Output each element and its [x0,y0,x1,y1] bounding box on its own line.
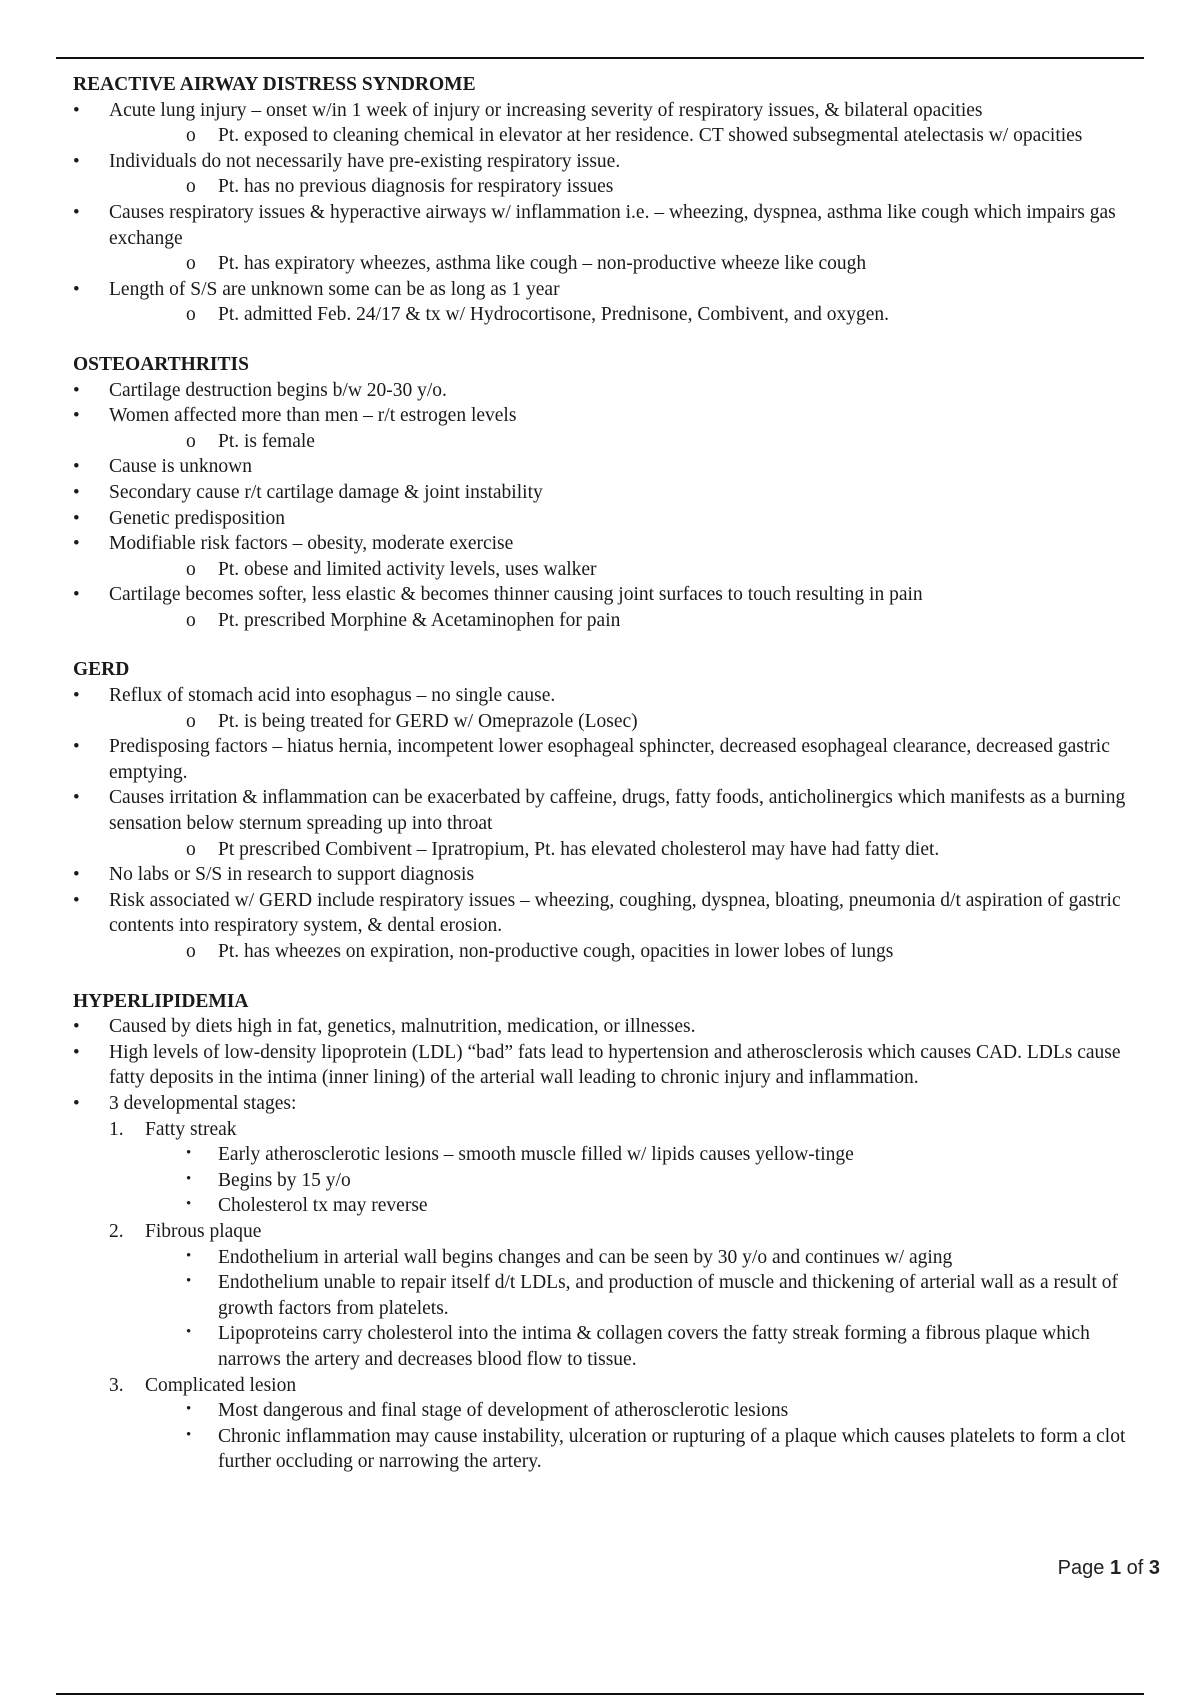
sub-item: o Pt. has wheezes on expiration, non-productive cough, opacities in lower lobes of lungs [109,939,1153,965]
sub-item: o Pt. is being treated for GERD w/ Omeprazole (Losec) [109,709,1153,735]
sub-list [109,557,1153,583]
stage-points [109,1142,1153,1219]
sub-item: o Pt. has no previous diagnosis for respiratory issues [109,174,1153,200]
bullet-item: • High levels of low-density lipoprotein (LDL) “bad” fats lead to hypertension and atherosclerosis which causes CAD. LDLs cause fatty deposits in the intima (inner lining) of the arterial wall leading to chronic injury and inflammation. [73,1040,1153,1091]
bullet-item: • Acute lung injury – onset w/in 1 week of injury or increasing severity of respiratory issues, & bilateral opacities o Pt. exposed to cleaning chemical in elevator at her residence. CT showed subsegmental atelectasis w/ opacities [73,98,1153,149]
section-hyperlipidemia [73,989,1153,1475]
bullet-item: • Causes respiratory issues & hyperactive airways w/ inflammation i.e. – wheezing, dyspnea, asthma like cough which impairs gas exchange o Pt. has expiratory wheezes, asthma like cough – non-productive wheeze like cough [73,200,1153,277]
stage-number: 3. [109,1374,124,1396]
bullet-item: • Cause is unknown [73,454,1153,480]
stage-point: • Cholesterol tx may reverse [109,1193,1153,1219]
bullet-list [73,378,1153,634]
sub-item: o Pt. has expiratory wheezes, asthma like cough – non-productive wheeze like cough [109,251,1153,277]
stage-list [73,1117,1153,1475]
stage-number: 1. [109,1118,124,1140]
stage-title: Fibrous plaque [145,1220,262,1242]
total-pages: 3 [1148,1557,1160,1579]
bullet-item: • Secondary cause r/t cartilage damage & joint instability [73,480,1153,506]
stage-item [109,1117,1153,1219]
stage-point: • Early atherosclerotic lesions – smooth muscle filled w/ lipids causes yellow-tinge [109,1142,1153,1168]
stage-title: Fatty streak [145,1118,237,1140]
bullet-item: • Caused by diets high in fat, genetics, malnutrition, medication, or illnesses. [73,1014,1153,1040]
stage-point: • Endothelium in arterial wall begins changes and can be seen by 30 y/o and continues w/ aging [109,1245,1153,1271]
stage-title: Complicated lesion [145,1374,297,1396]
sub-item: o Pt. exposed to cleaning chemical in elevator at her residence. CT showed subsegmental atelectasis w/ opacities [109,123,1153,149]
section-gerd [73,657,1153,964]
sub-item: o Pt prescribed Combivent – Ipratropium, Pt. has elevated cholesterol may have had fatty diet. [109,837,1153,863]
stage-point: • Chronic inflammation may cause instability, ulceration or rupturing of a plaque which causes platelets to form a clot further occluding or narrowing the artery. [109,1424,1153,1475]
sub-item: o Pt. prescribed Morphine & Acetaminophen for pain [109,608,1153,634]
bullet-item: • Cartilage destruction begins b/w 20-30 y/o. [73,378,1153,404]
sub-list [109,709,1153,735]
bullet-item: • Risk associated w/ GERD include respiratory issues – wheezing, coughing, dyspnea, bloating, pneumonia d/t aspiration of gastric contents into respiratory system, & dental erosion. o Pt. has wheezes on expiration, non-productive cough, opacities in lower lobes of lungs [73,888,1153,965]
page-number: Page 1 of 3 [1057,1557,1160,1579]
section-heading: HYPERLIPIDEMIA [73,990,249,1012]
bullet-list [73,683,1153,965]
bullet-item: • No labs or S/S in research to support diagnosis [73,862,1153,888]
bottom-rule [56,1693,1144,1695]
sub-list [109,302,1153,328]
stage-point: • Endothelium unable to repair itself d/t LDLs, and production of muscle and thickening of arterial wall as a result of growth factors from platelets. [109,1270,1153,1321]
section-osteoarthritis [73,352,1153,634]
section-heading: OSTEOARTHRITIS [73,353,249,375]
bullet-item: • Individuals do not necessarily have pre-existing respiratory issue. o Pt. has no previous diagnosis for respiratory issues [73,149,1153,200]
top-rule [56,57,1144,59]
bullet-item: • Modifiable risk factors – obesity, moderate exercise o Pt. obese and limited activity levels, uses walker [73,531,1153,582]
sub-item: o Pt. obese and limited activity levels, uses walker [109,557,1153,583]
sub-list [109,939,1153,965]
bullet-item: • Predisposing factors – hiatus hernia, incompetent lower esophageal sphincter, decreased esophageal clearance, decreased gastric emptying. [73,734,1153,785]
bullet-item: • Genetic predisposition [73,506,1153,532]
sub-list [109,123,1153,149]
sub-item: o Pt. admitted Feb. 24/17 & tx w/ Hydrocortisone, Prednisone, Combivent, and oxygen. [109,302,1153,328]
stage-number: 2. [109,1220,124,1242]
sub-list [109,837,1153,863]
bullet-list [73,1014,1153,1116]
stage-item [109,1373,1153,1475]
sub-list [109,251,1153,277]
bullet-item: • 3 developmental stages: [73,1091,1153,1117]
document-body [73,72,1153,1475]
sub-list [109,608,1153,634]
bullet-list [73,98,1153,328]
sub-list [109,429,1153,455]
stage-item [109,1219,1153,1373]
bullet-item: • Reflux of stomach acid into esophagus – no single cause. o Pt. is being treated for GERD w/ Omeprazole (Losec) [73,683,1153,734]
bullet-item: • Women affected more than men – r/t estrogen levels o Pt. is female [73,403,1153,454]
current-page: 1 [1109,1557,1122,1579]
bullet-item: • Causes irritation & inflammation can be exacerbated by caffeine, drugs, fatty foods, anticholinergics which manifests as a burning sensation below sternum spreading up into throat o Pt prescribed Combivent – Ipratropium, Pt. has elevated cholesterol may have had fatty diet. [73,785,1153,862]
stage-point: • Lipoproteins carry cholesterol into the intima & collagen covers the fatty streak forming a fibrous plaque which narrows the artery and decreases blood flow to tissue. [109,1321,1153,1372]
section-heading: REACTIVE AIRWAY DISTRESS SYNDROME [73,74,476,95]
bullet-item: • Cartilage becomes softer, less elastic & becomes thinner causing joint surfaces to touch resulting in pain o Pt. prescribed Morphine & Acetaminophen for pain [73,582,1153,633]
section-reactive-airway [73,72,1153,328]
stage-point: • Begins by 15 y/o [109,1168,1153,1194]
stage-point: • Most dangerous and final stage of development of atherosclerotic lesions [109,1398,1153,1424]
bullet-item: • Length of S/S are unknown some can be as long as 1 year o Pt. admitted Feb. 24/17 & tx w/ Hydrocortisone, Prednisone, Combivent, and oxygen. [73,277,1153,328]
sub-item: o Pt. is female [109,429,1153,455]
stage-points [109,1245,1153,1373]
sub-list [109,174,1153,200]
section-heading: GERD [73,659,130,681]
stage-points [109,1398,1153,1475]
